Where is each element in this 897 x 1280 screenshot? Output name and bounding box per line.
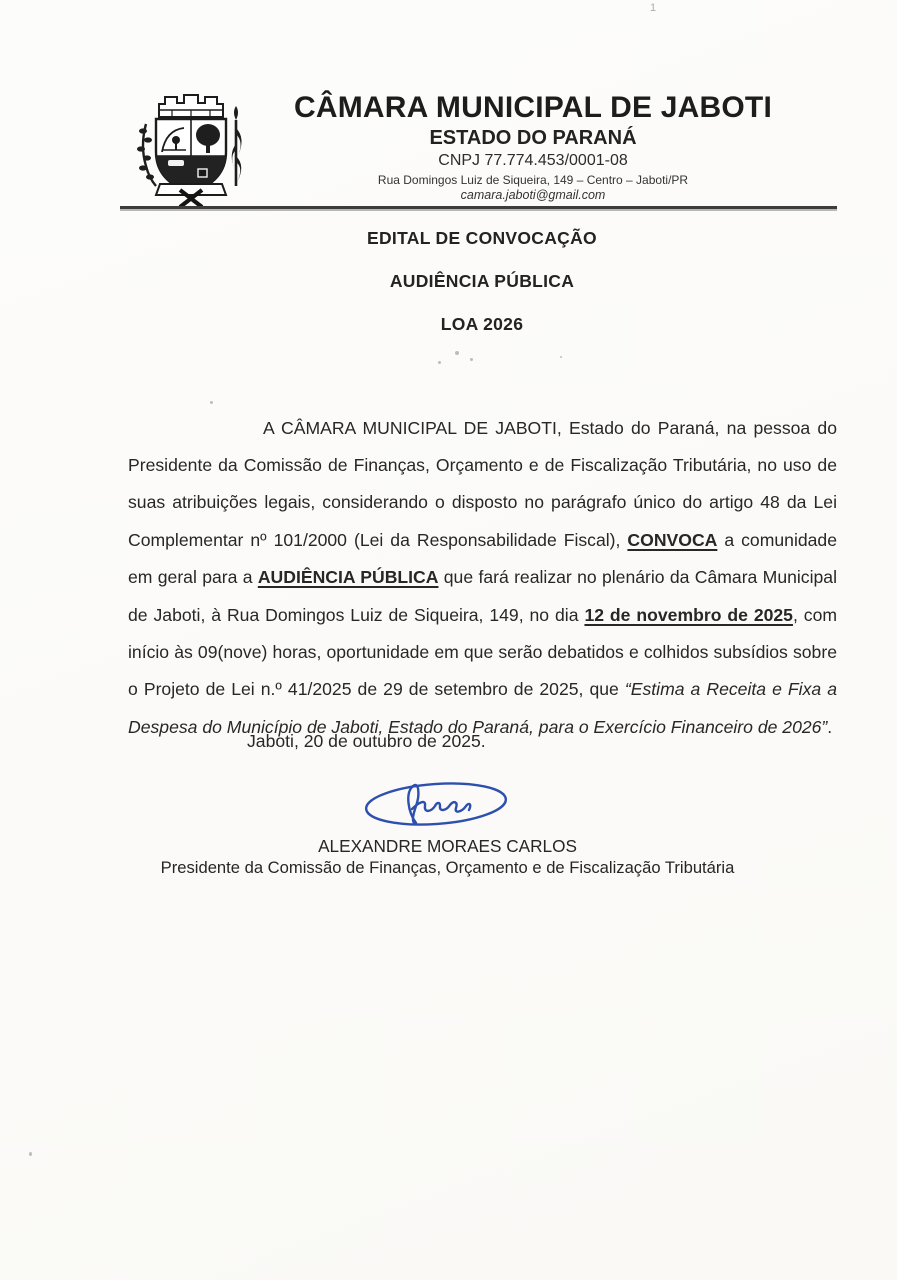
- scan-speck: [470, 358, 473, 361]
- body-segment: “Estima a Receita e Fixa a Despesa do Município de Jaboti, Estado do Paraná, para o Exercício Financeiro de 2026”: [128, 679, 837, 737]
- org-cnpj: CNPJ 77.774.453/0001-08: [438, 152, 628, 169]
- org-email: camara.jaboti@gmail.com: [460, 188, 606, 202]
- doc-title-edital: EDITAL DE CONVOCAÇÃO: [367, 228, 597, 248]
- org-state: ESTADO DO PARANÁ: [429, 127, 637, 149]
- signature-block: [60, 836, 835, 877]
- body-segment: AUDIÊNCIA PÚBLICA: [257, 567, 439, 588]
- letterhead: [248, 92, 818, 202]
- scan-speck: [560, 356, 562, 358]
- doc-title-audiencia: AUDIÊNCIA PÚBLICA: [389, 271, 575, 291]
- signer-role: Presidente da Comissão de Finanças, Orçamento e de Fiscalização Tributária: [160, 858, 735, 877]
- jaboti-coat-of-arms-icon: [132, 86, 250, 208]
- body-segment: .: [827, 716, 833, 737]
- body-segment: a comunidade em geral para a: [128, 529, 837, 588]
- scan-speck: [438, 361, 441, 364]
- signer-name: ALEXANDRE MORAES CARLOS: [318, 836, 577, 856]
- doc-title-loa: LOA 2026: [440, 314, 524, 334]
- body-segment: , com início às 09(nove) horas, oportunidade em que serão debatidos e colhidos subsídios sobre o Projeto de Lei n.º 41/2025 de 29 de setembro de 2025, que: [128, 604, 838, 700]
- handwritten-signature-icon: [356, 776, 520, 836]
- body-segment: CONVOCA: [627, 529, 718, 550]
- scan-speck: [29, 1152, 32, 1156]
- org-address: Rua Domingos Luiz de Siqueira, 149 – Centro – Jaboti/PR: [377, 173, 689, 187]
- body-segment: que fará realizar no plenário da Câmara Municipal de Jaboti, à Rua Domingos Luiz de Siqueira, 149, no dia: [128, 567, 837, 625]
- body-paragraph: [128, 410, 837, 747]
- header-divider: [120, 206, 837, 211]
- body-segment: 12 de novembro de 2025: [584, 604, 793, 625]
- date-line: Jaboti, 20 de outubro de 2025.: [247, 731, 486, 751]
- scan-speck: [210, 401, 213, 404]
- org-name: CÂMARA MUNICIPAL DE JABOTI: [294, 91, 772, 124]
- page-number-mark: 1: [650, 2, 657, 14]
- body-segment: A CÂMARA MUNICIPAL DE JABOTI, Estado do Paraná, na pessoa do Presidente da Comissão de Finanças, Orçamento e de Fiscalização Tributária, no uso de suas atribuições legais, considerando o disposto no parágrafo único do artigo 48 da Lei Complementar nº 101/2000 (Lei da Responsabilidade Fiscal),: [128, 417, 837, 550]
- scan-speck: [455, 351, 459, 355]
